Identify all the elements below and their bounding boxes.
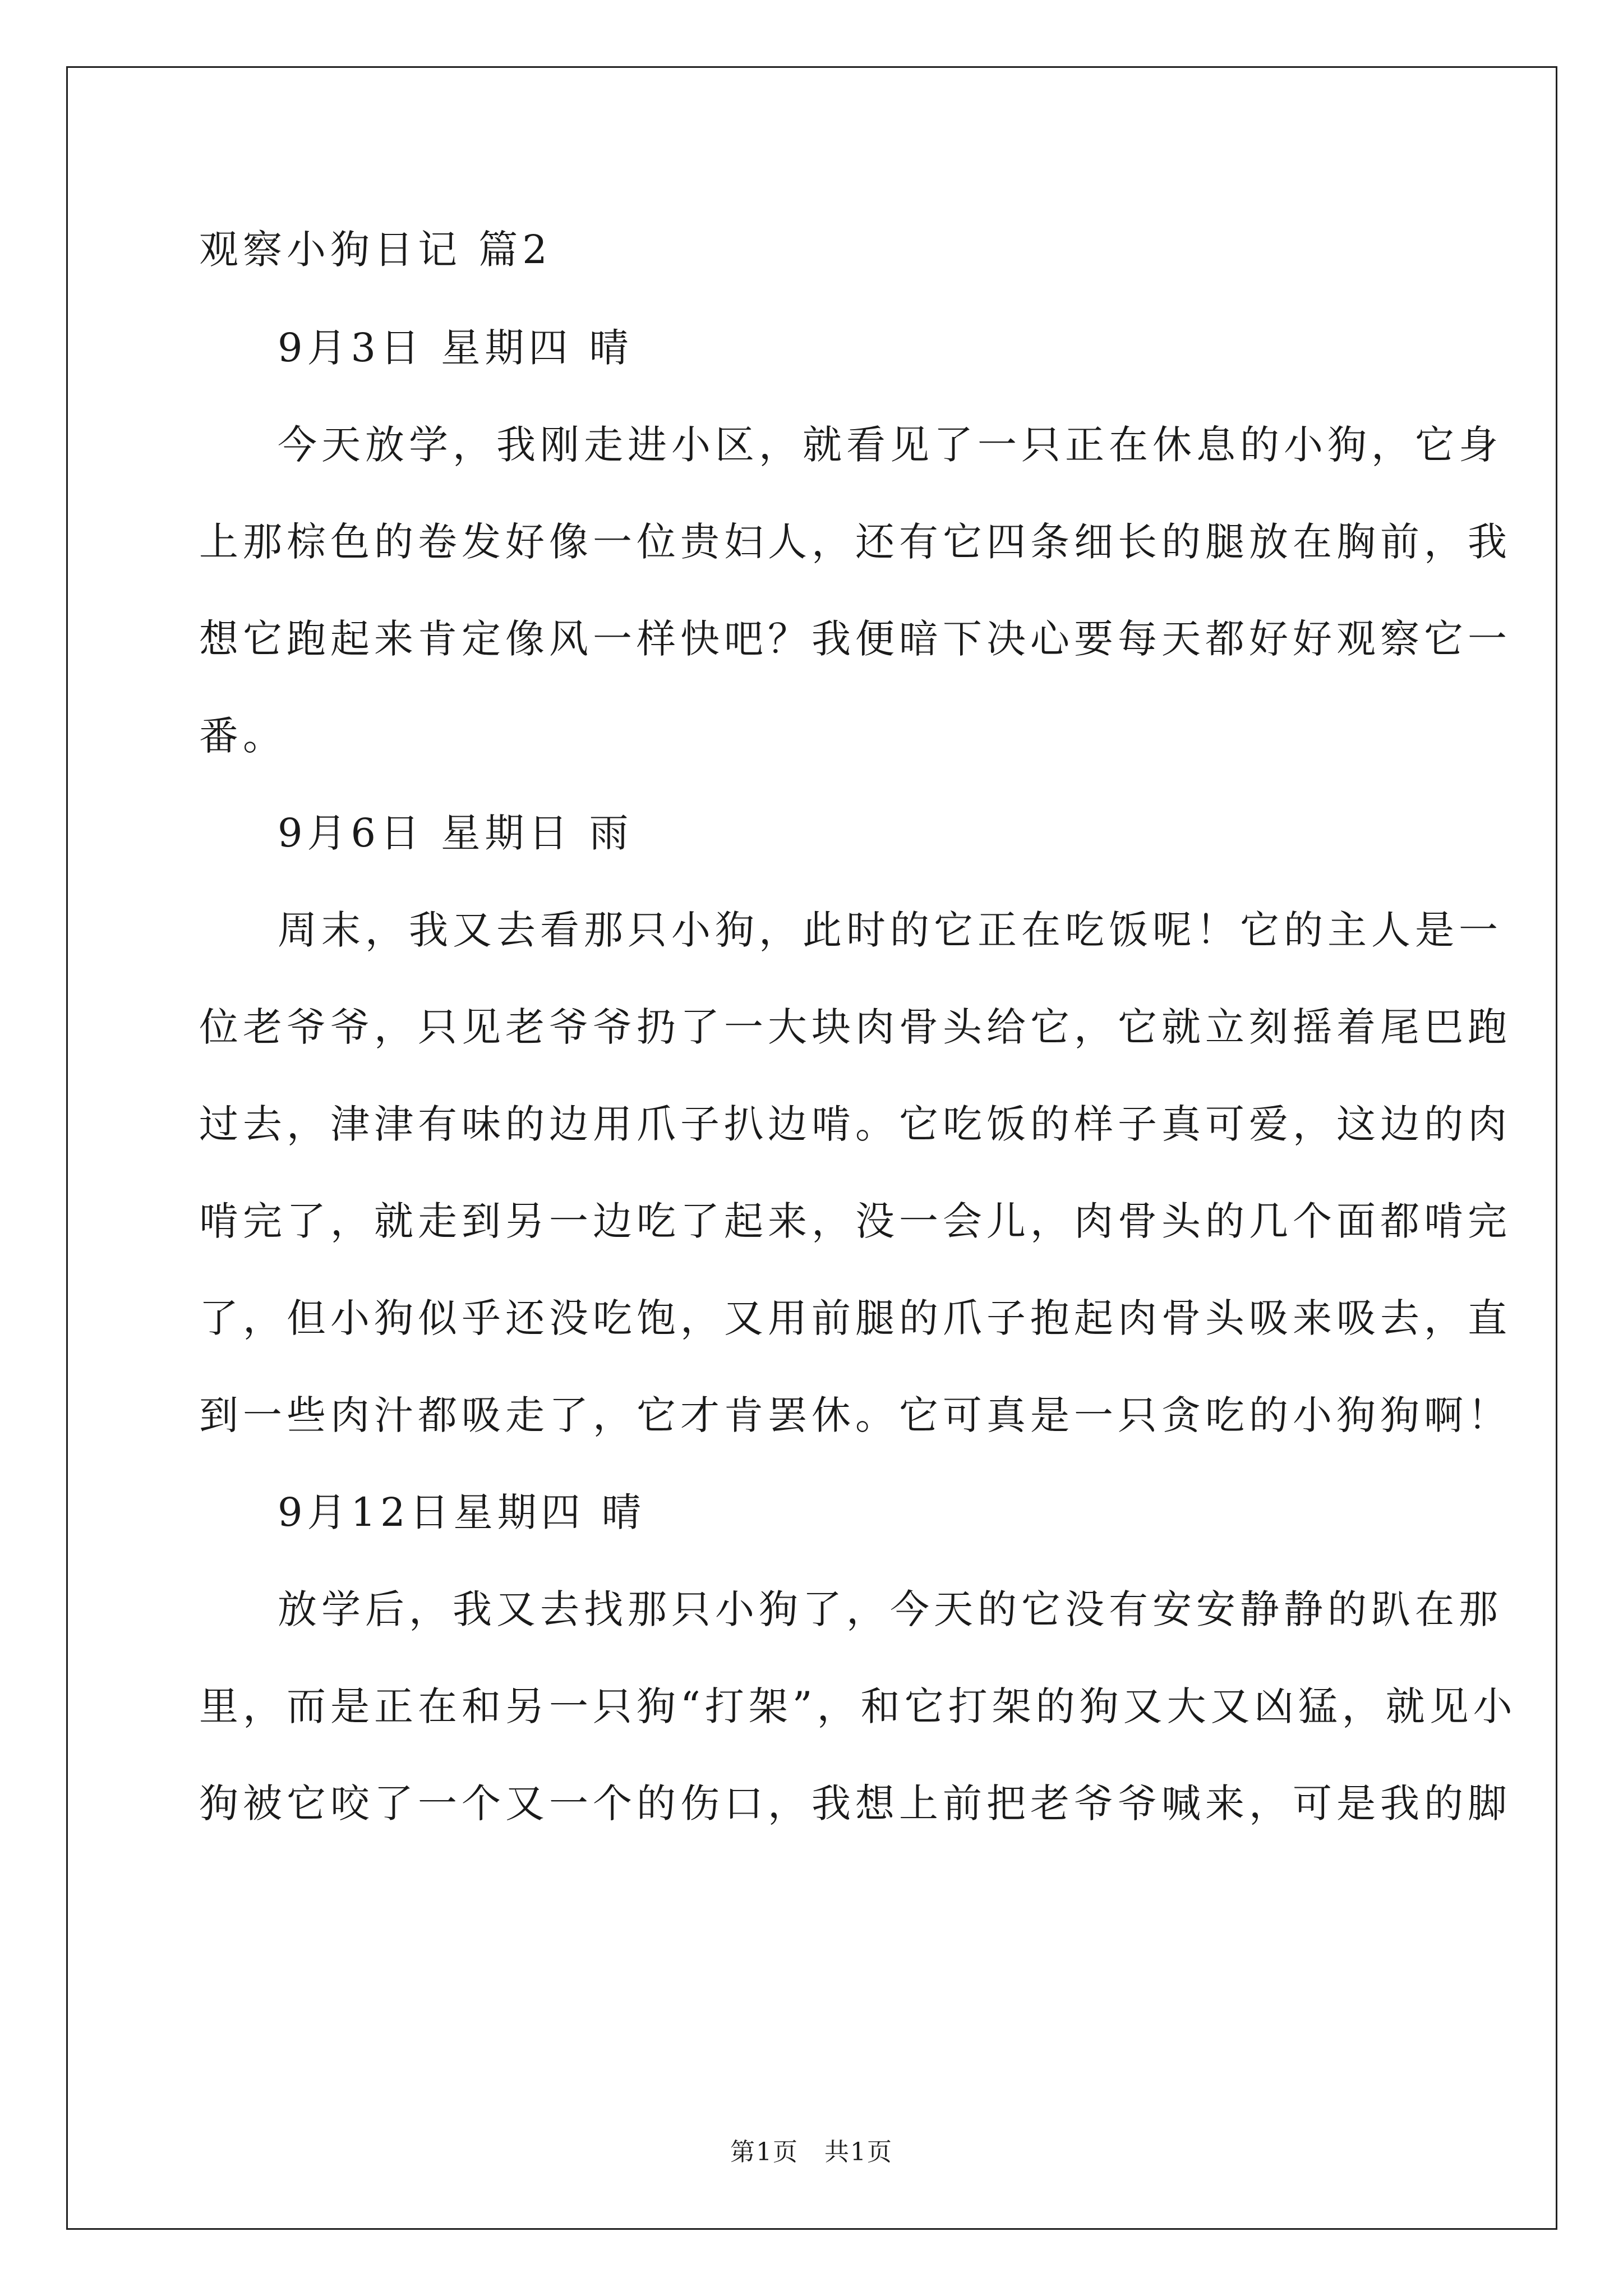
document-title: 观察小狗日记 篇2 [199, 227, 552, 273]
paragraph-line: 过去，津津有味的边用爪子扒边啃。它吃饭的样子真可爱，这边的肉 [199, 1101, 1511, 1147]
paragraph-line: 上那棕色的卷发好像一位贵妇人，还有它四条细长的腿放在胸前，我 [199, 518, 1511, 565]
paragraph-line: 狗被它咬了一个又一个的伤口，我想上前把老爷爷喊来，可是我的脚 [199, 1780, 1511, 1826]
entry-date-line: 9月12日星期四 晴 [278, 1489, 645, 1535]
entry-date-line: 9月6日 星期日 雨 [278, 809, 633, 856]
diary-entry-2 [199, 784, 1511, 1464]
page-footer: 第1页 共1页 [730, 2138, 893, 2166]
paragraph-line: 啃完了，就走到另一边吃了起来，没一会儿，肉骨头的几个面都啃完 [199, 1198, 1511, 1244]
entry-date-line: 9月3日 星期四 晴 [278, 324, 633, 371]
paragraph-line: 今天放学，我刚走进小区，就看见了一只正在休息的小狗，它身 [278, 421, 1502, 468]
paragraph-line: 里，而是正在和另一只狗“打架”，和它打架的狗又大又凶猛，就见小 [199, 1683, 1517, 1729]
paragraph-line: 想它跑起来肯定像风一样快吧？我便暗下决心要每天都好好观察它一 [199, 615, 1511, 662]
diary-entry-1 [199, 299, 1511, 784]
paragraph-line: 位老爷爷，只见老爷爷扔了一大块肉骨头给它，它就立刻摇着尾巴跑 [199, 1004, 1511, 1050]
paragraph-line: 了，但小狗似乎还没吃饱，又用前腿的爪子抱起肉骨头吸来吸去，直 [199, 1295, 1511, 1341]
paragraph-line: 放学后，我又去找那只小狗了，今天的它没有安安静静的趴在那 [278, 1586, 1502, 1632]
diary-entry-3 [199, 1464, 1517, 1852]
paragraph-line: 番。 [199, 712, 287, 759]
paragraph-line: 到一些肉汁都吸走了，它才肯罢休。它可真是一只贪吃的小狗狗啊！ [199, 1392, 1511, 1438]
paragraph-line: 周末，我又去看那只小狗，此时的它正在吃饭呢！它的主人是一 [278, 907, 1502, 953]
